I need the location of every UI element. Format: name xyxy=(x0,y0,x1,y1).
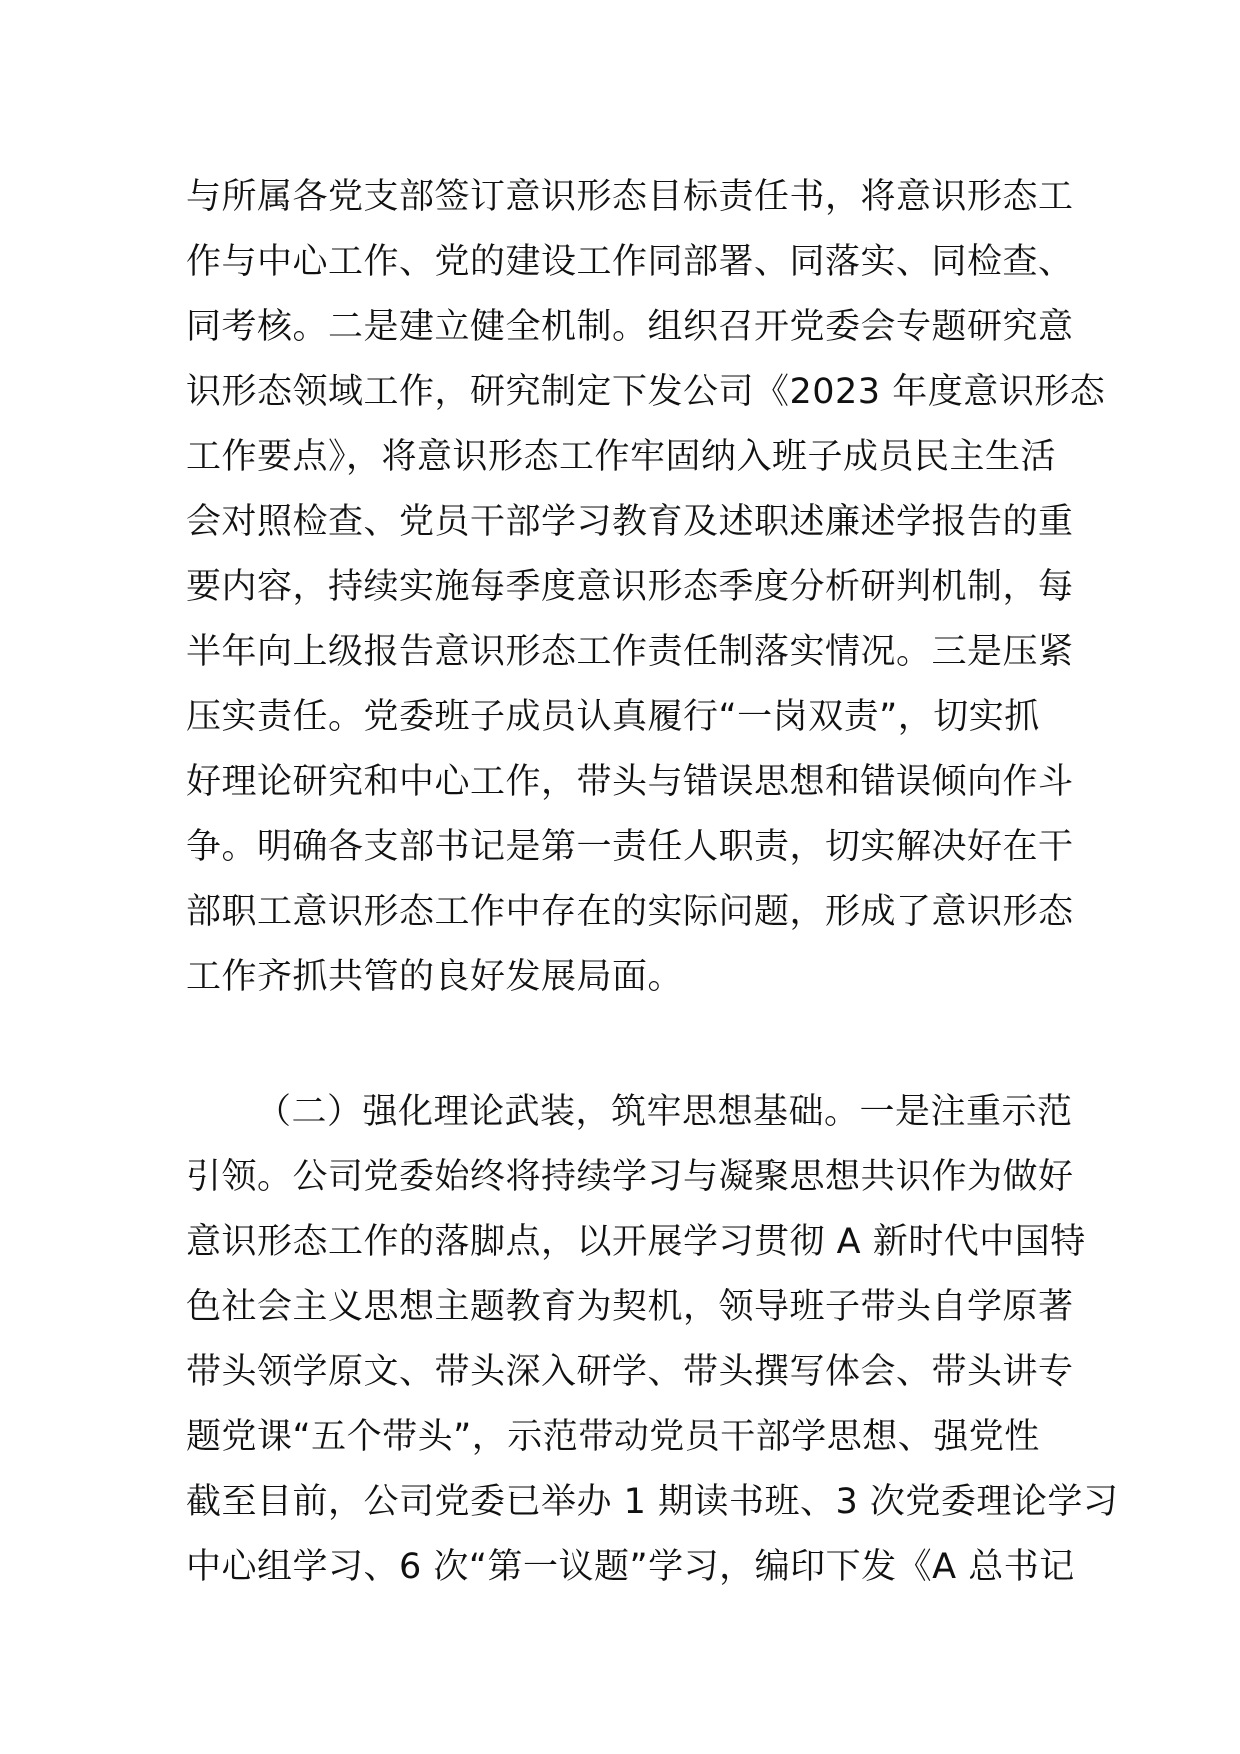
text-line: 半年向上级报告意识形态工作责任制落实情况。三是压紧 xyxy=(186,632,1074,672)
text-line: 意识形态工作的落脚点，以开展学习贯彻 A 新时代中国特 xyxy=(186,1222,1086,1262)
section-heading-line: （二）强化理论武装，筑牢思想基础。一是注重示范 xyxy=(256,1092,1073,1132)
text-line: 工作齐抓共管的良好发展局面。 xyxy=(186,957,684,997)
text-line: 作与中心工作、党的建设工作同部署、同落实、同检查、 xyxy=(186,242,1074,282)
text-line: 工作要点》，将意识形态工作牢固纳入班子成员民主生活 xyxy=(186,437,1057,477)
text-line: 要内容，持续实施每季度意识形态季度分析研判机制，每 xyxy=(186,567,1074,607)
text-line: 带头领学原文、带头深入研学、带头撰写体会、带头讲专 xyxy=(186,1352,1074,1392)
text-line: 色社会主义思想主题教育为契机，领导班子带头自学原著 xyxy=(186,1287,1074,1327)
text-line: 部职工意识形态工作中存在的实际问题，形成了意识形态 xyxy=(186,892,1074,932)
paragraph-2 xyxy=(186,1080,1119,1600)
text-line: 截至目前，公司党委已举办 1 期读书班、3 次党委理论学习 xyxy=(186,1482,1119,1522)
text-line: 压实责任。党委班子成员认真履行“一岗双责”，切实抓 xyxy=(186,697,1040,737)
text-line: 争。明确各支部书记是第一责任人职责，切实解决好在干 xyxy=(186,827,1074,867)
text-line: 会对照检查、党员干部学习教育及述职述廉述学报告的重 xyxy=(186,502,1074,542)
text-line: 与所属各党支部签订意识形态目标责任书，将意识形态工 xyxy=(186,177,1074,217)
text-line: 引领。公司党委始终将持续学习与凝聚思想共识作为做好 xyxy=(186,1157,1074,1197)
text-line: 题党课“五个带头”，示范带动党员干部学思想、强党性 xyxy=(186,1417,1040,1457)
paragraph-1 xyxy=(186,165,1106,1010)
text-line: 好理论研究和中心工作，带头与错误思想和错误倾向作斗 xyxy=(186,762,1074,802)
text-line: 同考核。二是建立健全机制。组织召开党委会专题研究意 xyxy=(186,307,1074,347)
text-line: 中心组学习、6 次“第一议题”学习，编印下发《A 总书记 xyxy=(186,1547,1075,1587)
text-line: 识形态领域工作，研究制定下发公司《2023 年度意识形态 xyxy=(186,372,1106,412)
